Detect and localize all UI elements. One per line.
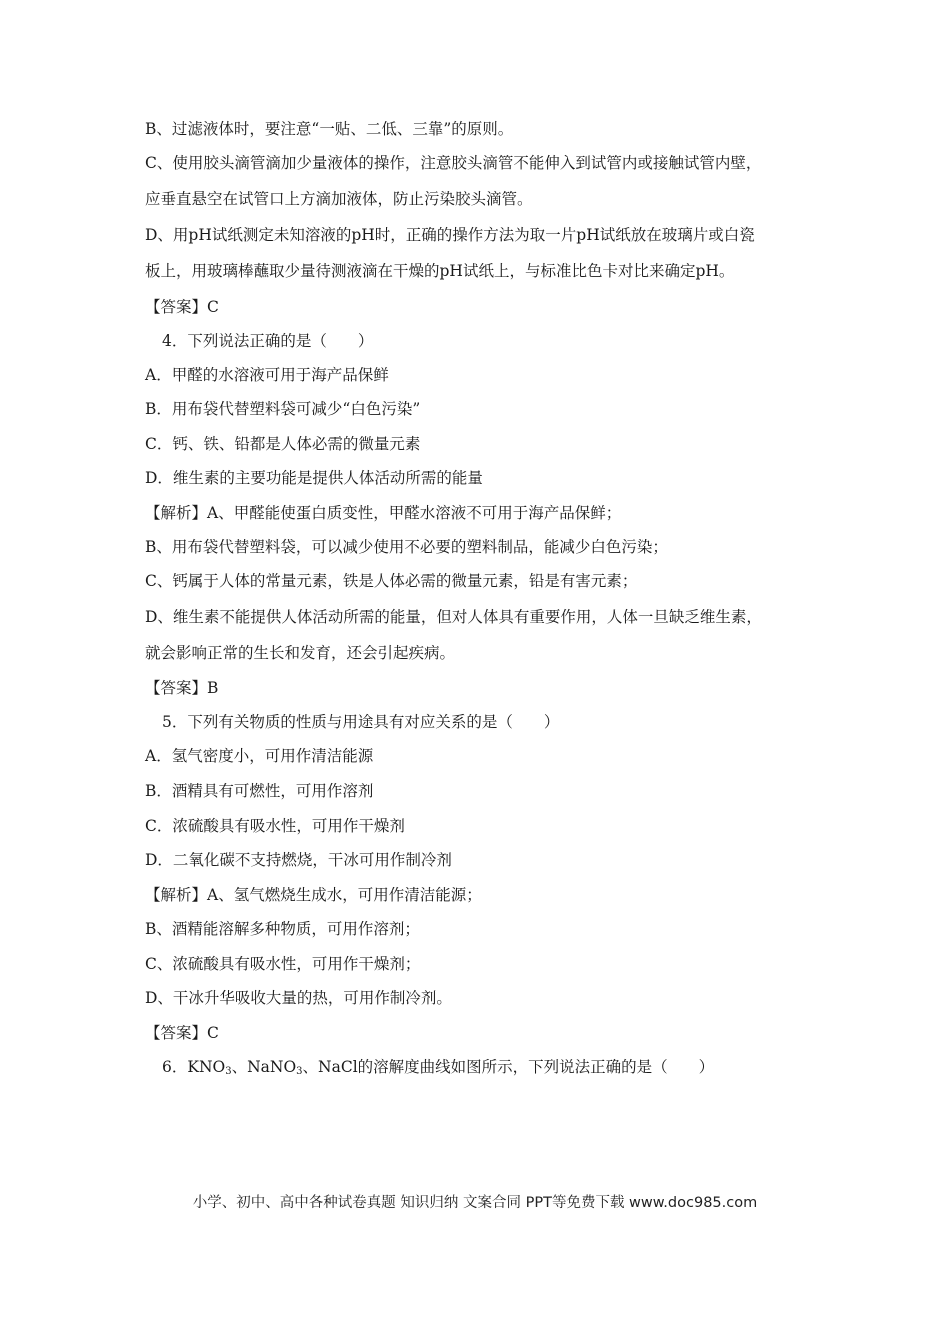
- option-c: C．钙、铁、铅都是人体必需的微量元素: [145, 435, 421, 453]
- option-b: B．酒精具有可燃性，可用作溶剂: [145, 782, 374, 800]
- text-line: 应垂直悬空在试管口上方滴加液体，防止污染胶头滴管。: [145, 190, 533, 208]
- answer-label: 【答案】C: [145, 1024, 219, 1042]
- q6-suffix: 、NaCl的溶解度曲线如图所示，下列说法正确的是（ ）: [302, 1058, 715, 1076]
- text-line: 板上，用玻璃棒蘸取少量待测液滴在干燥的pH试纸上，与标准比色卡对比来确定pH。: [145, 262, 735, 280]
- option-a: A．氢气密度小，可用作清洁能源: [145, 747, 374, 765]
- analysis-line: B、用布袋代替塑料袋，可以减少使用不必要的塑料制品，能减少白色污染；: [145, 538, 668, 556]
- analysis-line: D、干冰升华吸收大量的热，可用作制冷剂。: [145, 989, 452, 1007]
- question-6: [162, 1057, 714, 1082]
- text-line: D、用pH试纸测定未知溶液的pH时，正确的操作方法为取一片pH试纸放在玻璃片或白瓷: [145, 226, 755, 244]
- analysis-line: B、酒精能溶解多种物质，可用作溶剂；: [145, 920, 420, 938]
- analysis-line: C、钙属于人体的常量元素，铁是人体必需的微量元素，铅是有害元素；: [145, 572, 638, 590]
- q6-mid: 、NaNO: [231, 1058, 297, 1076]
- option-a: A．甲醛的水溶液可用于海产品保鲜: [145, 366, 389, 384]
- question-4: 4．下列说法正确的是（ ）: [162, 332, 374, 350]
- q6-prefix: 6．KNO: [162, 1058, 226, 1076]
- q6-subscript: 3: [225, 1066, 232, 1077]
- option-d: D．二氧化碳不支持燃烧，干冰可用作制冷剂: [145, 851, 452, 869]
- answer-label: 【答案】B: [145, 679, 219, 697]
- page-footer: 小学、初中、高中各种试卷真题 知识归纳 文案合同 PPT等免费下载 www.doc985.com: [192, 1195, 758, 1211]
- analysis-line: 就会影响正常的生长和发育，还会引起疾病。: [145, 644, 456, 662]
- analysis-line: C、浓硫酸具有吸水性，可用作干燥剂；: [145, 955, 421, 973]
- analysis-line: 【解析】A、氢气燃烧生成水，可用作清洁能源；: [145, 886, 482, 904]
- analysis-line: 【解析】A、甲醛能使蛋白质变性，甲醛水溶液不可用于海产品保鲜；: [145, 504, 622, 522]
- option-d: D．维生素的主要功能是提供人体活动所需的能量: [145, 469, 483, 487]
- q6-subscript: 3: [296, 1066, 303, 1077]
- answer-label: 【答案】C: [145, 298, 219, 316]
- analysis-line: D、维生素不能提供人体活动所需的能量，但对人体具有重要作用，人体一旦缺乏维生素，: [145, 608, 762, 626]
- text-line: C、使用胶头滴管滴加少量液体的操作，注意胶头滴管不能伸入到试管内或接触试管内壁，: [145, 154, 762, 172]
- text-line: B、过滤液体时，要注意“一贴、二低、三靠”的原则。: [145, 120, 514, 138]
- option-c: C．浓硫酸具有吸水性，可用作干燥剂: [145, 817, 405, 835]
- question-5: 5．下列有关物质的性质与用途具有对应关系的是（ ）: [162, 713, 560, 731]
- option-b: B．用布袋代替塑料袋可减少“白色污染”: [145, 400, 421, 418]
